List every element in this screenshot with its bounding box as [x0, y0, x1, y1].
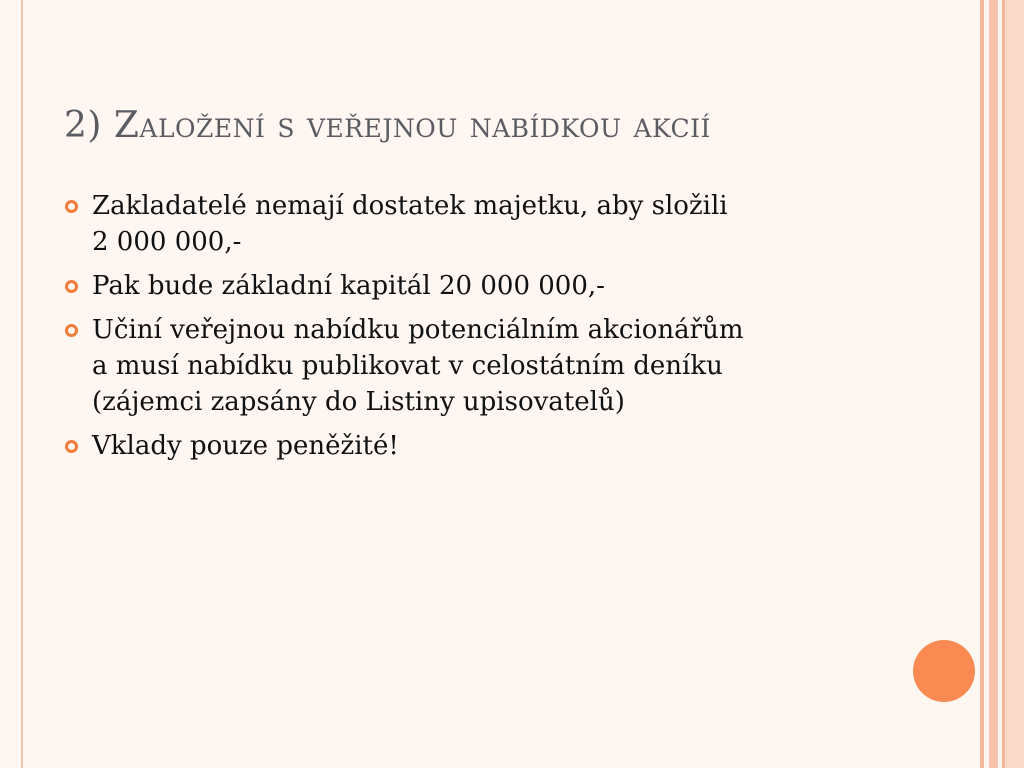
bullet-text-line: Učiní veřejnou nabídku potenciálním akcionářům: [92, 315, 744, 345]
bullet-circle-icon: [65, 200, 78, 213]
bullet-list: [64, 188, 894, 472]
right-stripe-band: [1005, 0, 1024, 768]
bullet-text-line: Zakladatelé nemají dostatek majetku, aby složili: [92, 191, 728, 221]
bullet-item: [64, 428, 894, 464]
bullet-text-line: Pak bude základní kapitál 20 000 000,-: [92, 271, 605, 301]
bullet-text-line: a musí nabídku publikovat v celostátním deníku: [92, 351, 723, 381]
left-border-line: [21, 0, 23, 768]
right-stripe: [989, 0, 998, 768]
orange-circle-decoration: [913, 640, 975, 702]
bullet-circle-icon: [65, 440, 78, 453]
bullet-item: [64, 312, 894, 420]
bullet-text-line: Vklady pouze peněžité!: [92, 431, 399, 461]
bullet-text-line: 2 000 000,-: [92, 227, 242, 257]
bullet-circle-icon: [65, 280, 78, 293]
bullet-circle-icon: [65, 324, 78, 337]
bullet-text-line: (zájemci zapsány do Listiny upisovatelů): [92, 387, 625, 417]
bullet-item: [64, 268, 894, 304]
right-stripe: [980, 0, 984, 768]
slide-title: 2) Založení s veřejnou nabídkou akcií: [64, 105, 711, 146]
bullet-item: [64, 188, 894, 260]
